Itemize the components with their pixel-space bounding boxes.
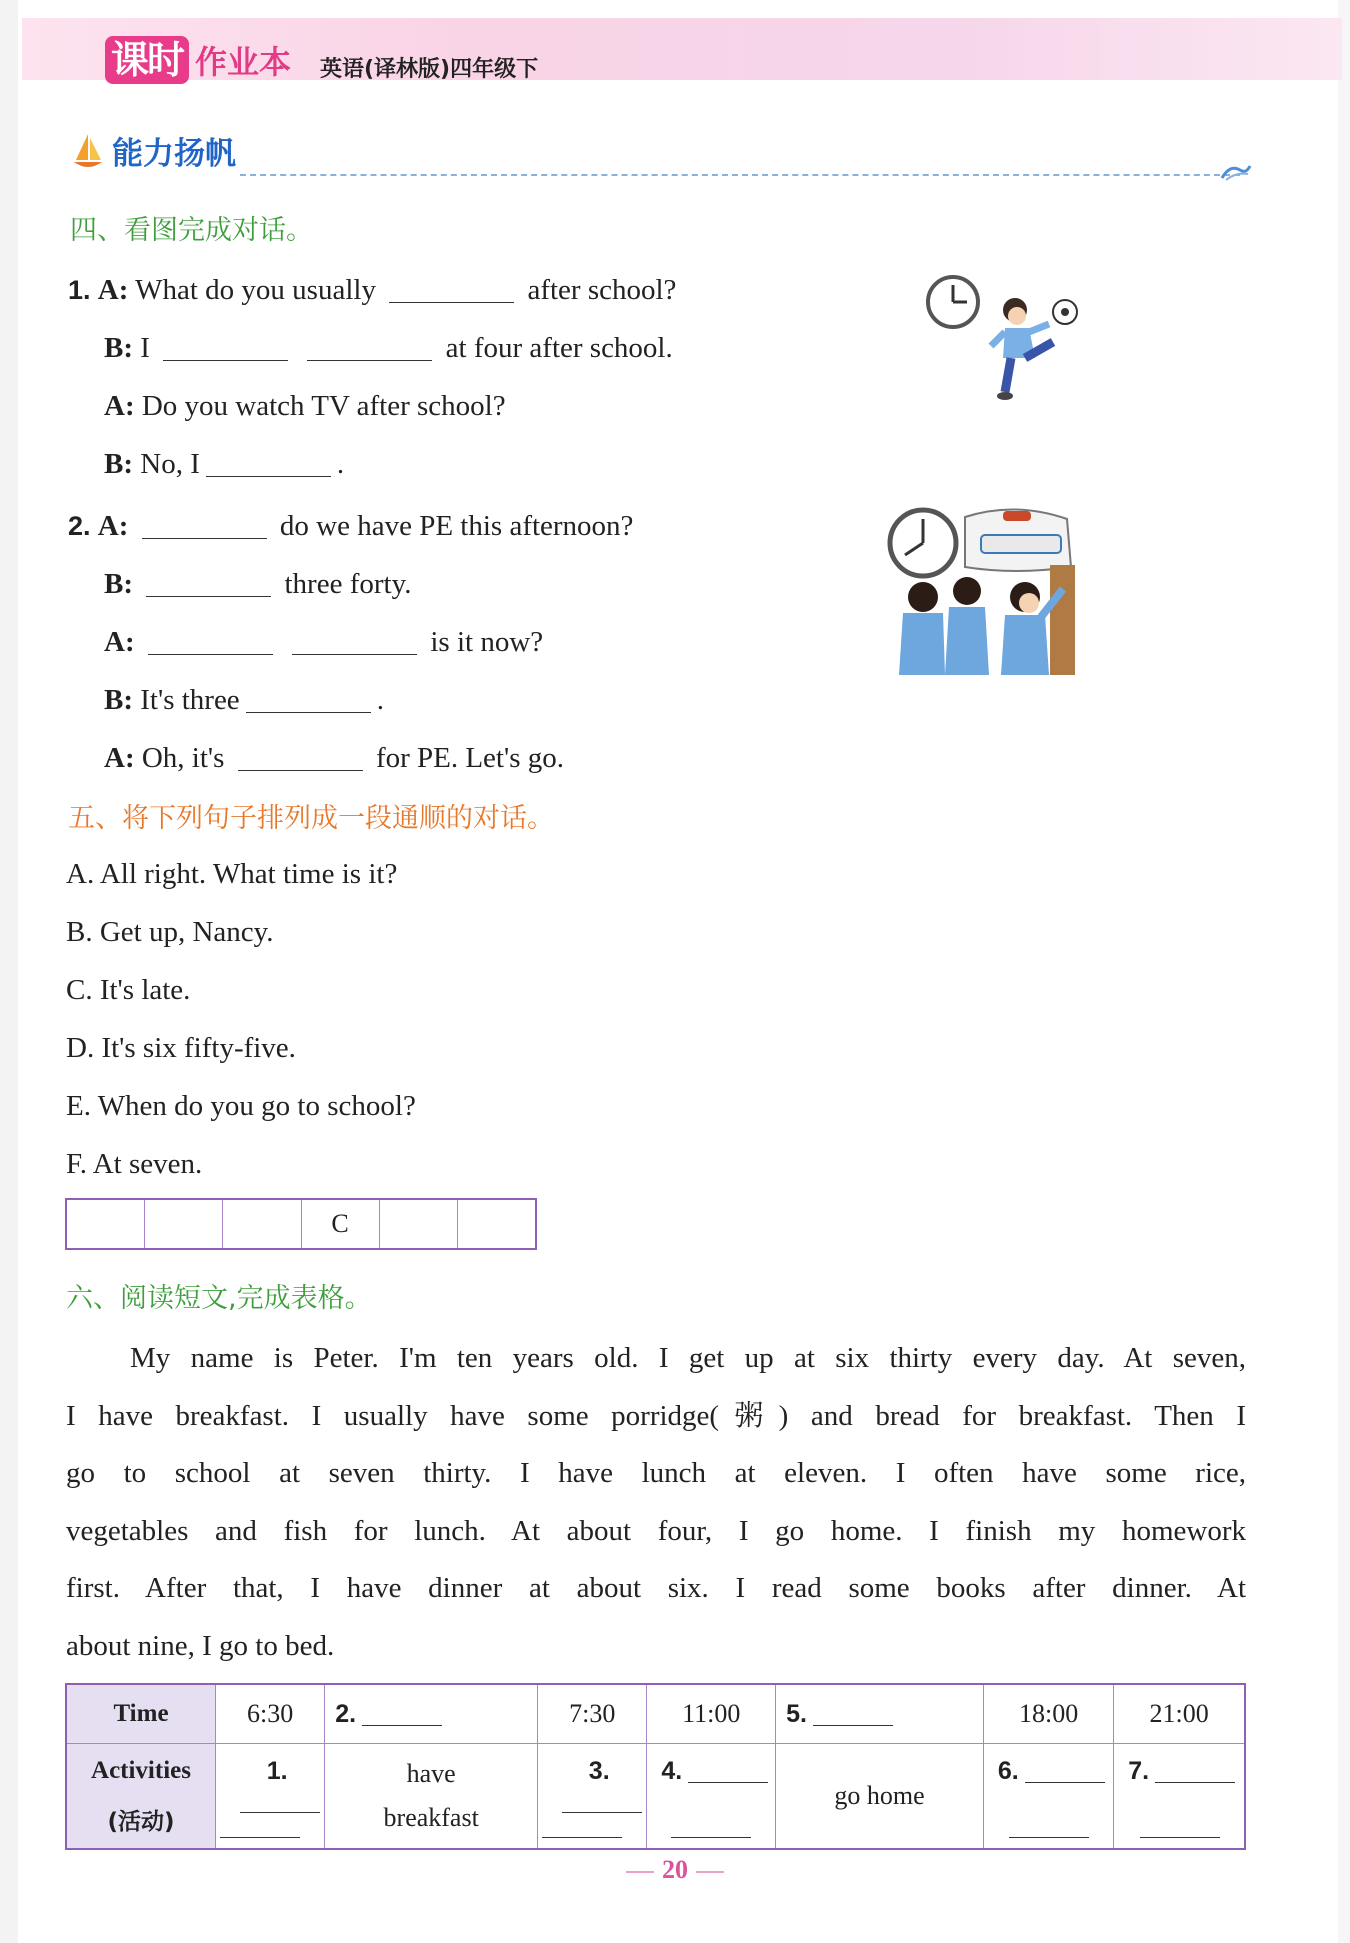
q1-line2-post: at four after school. <box>445 332 673 364</box>
part4-heading: 四、看图完成对话。 <box>70 215 313 246</box>
activities-label: Activities <box>91 1756 191 1784</box>
q2-line4-pre: It's three <box>140 684 240 716</box>
page-number <box>600 1855 750 1885</box>
order-answer-cell[interactable] <box>145 1200 223 1248</box>
q1-line2-pre: I <box>140 332 150 364</box>
time-cell: 7:30 <box>538 1684 647 1744</box>
brand-keshi: 课时 <box>105 36 189 84</box>
answer-blank[interactable] <box>307 328 432 361</box>
activities-header <box>66 1744 216 1850</box>
part5-heading: 五、将下列句子排列成一段通顺的对话。 <box>68 803 554 834</box>
part5-item-d: D. It's six fifty-five. <box>66 1032 296 1064</box>
speaker-label: B: <box>104 332 133 364</box>
passage-line: go to school at seven thirty. I have lunch at eleven. I often have some rice, <box>66 1457 1246 1490</box>
blank-number: 7. <box>1128 1757 1150 1785</box>
time-header: Time <box>66 1684 216 1744</box>
answer-blank[interactable] <box>1140 1813 1220 1838</box>
part6-heading: 六、阅读短文,完成表格。 <box>66 1283 372 1314</box>
time-cell: 11:00 <box>647 1684 776 1744</box>
q1-line1-post: after school? <box>527 274 677 306</box>
activities-label-cn: (活动) <box>107 1808 175 1835</box>
q2-line3-post: is it now? <box>430 626 544 658</box>
wave-icon <box>1220 160 1252 182</box>
activity-cell-blank[interactable] <box>647 1744 776 1850</box>
section-title: 能力扬帆 <box>112 136 236 172</box>
illustration-boy-football <box>925 272 1085 412</box>
answer-blank[interactable] <box>206 444 331 477</box>
answer-blank[interactable] <box>240 1786 320 1813</box>
q1-line1-pre: What do you usually <box>135 274 376 306</box>
page-right-edge <box>1338 0 1350 1943</box>
time-cell-blank[interactable] <box>325 1684 538 1744</box>
section-divider <box>240 174 1240 176</box>
speaker-label: B: <box>104 568 133 600</box>
order-answer-cell[interactable]: C <box>302 1200 380 1248</box>
table-row <box>66 1684 1245 1744</box>
part5-item-c: C. It's late. <box>66 974 191 1006</box>
answer-blank[interactable] <box>1155 1756 1235 1783</box>
q1-line3-text: Do you watch TV after school? <box>141 390 506 422</box>
clock-icon <box>928 277 978 327</box>
passage-line: My name is Peter. I'm ten years old. I get up at six thirty every day. At seven, <box>130 1342 1246 1374</box>
q2-line4 <box>104 680 384 720</box>
passage-line: about nine, I go to bed. <box>66 1629 335 1662</box>
q2-line4-post: . <box>376 684 384 716</box>
brand-logo <box>105 36 291 84</box>
answer-blank[interactable] <box>238 738 363 771</box>
clock-icon <box>890 510 956 576</box>
sail-icon <box>72 132 104 170</box>
page-number-dash <box>626 1871 654 1873</box>
answer-blank[interactable] <box>562 1786 642 1813</box>
order-answer-cell[interactable] <box>458 1200 535 1248</box>
speaker-label: A: <box>104 742 135 774</box>
answer-blank[interactable] <box>146 564 271 597</box>
q1-line2 <box>104 328 673 368</box>
part5-item-f: F. At seven. <box>66 1148 203 1180</box>
speaker-label: A: <box>97 274 129 306</box>
activity-cell <box>325 1744 538 1850</box>
order-answer-cell[interactable] <box>67 1200 145 1248</box>
speaker-label: A: <box>97 510 129 542</box>
passage-line: vegetables and fish for lunch. At about four, I go home. I finish my homework <box>66 1514 1246 1547</box>
activity-cell-blank[interactable] <box>538 1744 647 1850</box>
table-row <box>66 1744 1245 1850</box>
answer-blank[interactable] <box>246 680 371 713</box>
answer-blank[interactable] <box>813 1699 893 1726</box>
speaker-label: B: <box>104 684 133 716</box>
answer-blank[interactable] <box>688 1756 768 1783</box>
blank-number: 1. <box>266 1757 288 1785</box>
speaker-label: A: <box>104 390 135 422</box>
q1-number: 1. <box>68 275 91 305</box>
order-answer-cell[interactable] <box>223 1200 301 1248</box>
q2-line2-post: three forty. <box>284 568 412 600</box>
schedule-table <box>65 1683 1246 1850</box>
q1-line1 <box>68 270 676 310</box>
answer-blank[interactable] <box>542 1813 622 1838</box>
blank-number: 2. <box>335 1700 357 1728</box>
part5-item-a: A. All right. What time is it? <box>66 858 398 890</box>
passage-line: I have breakfast. I usually have some porridge(粥) and bread for breakfast. Then I <box>66 1399 1246 1432</box>
order-answer-boxes <box>65 1198 537 1250</box>
activity-cell-blank[interactable] <box>1114 1744 1245 1850</box>
answer-blank[interactable] <box>220 1813 300 1838</box>
q1-line4 <box>104 444 344 484</box>
q2-line5-pre: Oh, it's <box>141 742 225 774</box>
blank-number: 6. <box>997 1757 1019 1785</box>
book-subtitle: 英语(译林版)四年级下 <box>320 57 539 82</box>
q2-line2 <box>104 564 411 604</box>
time-cell: 21:00 <box>1114 1684 1245 1744</box>
activity-cell-blank[interactable] <box>983 1744 1113 1850</box>
speaker-label: B: <box>104 448 133 480</box>
answer-blank[interactable] <box>292 622 417 655</box>
time-cell: 18:00 <box>983 1684 1113 1744</box>
activity-cell: go home <box>776 1744 984 1850</box>
answer-blank[interactable] <box>148 622 273 655</box>
blank-number: 5. <box>786 1700 808 1728</box>
order-answer-cell[interactable] <box>380 1200 458 1248</box>
illustration-kids-clock <box>885 505 1085 675</box>
speaker-label: A: <box>104 626 135 658</box>
q2-line5 <box>104 738 564 778</box>
q1-line4-post: . <box>336 448 345 480</box>
q1-line3 <box>104 386 506 426</box>
section-banner <box>72 128 236 173</box>
activity-text: have breakfast <box>383 1759 479 1832</box>
blank-number: 3. <box>588 1757 610 1785</box>
time-cell: 6:30 <box>216 1684 325 1744</box>
answer-blank[interactable] <box>1009 1813 1089 1838</box>
blank-number: 4. <box>661 1757 683 1785</box>
activity-cell-blank[interactable] <box>216 1744 325 1850</box>
q1-line4-pre: No, I <box>140 448 200 480</box>
answer-blank[interactable] <box>1025 1756 1105 1783</box>
part5-item-b: B. Get up, Nancy. <box>66 916 274 948</box>
answer-blank[interactable] <box>142 506 267 539</box>
answer-blank[interactable] <box>362 1699 442 1726</box>
page-left-edge <box>0 0 18 1943</box>
q2-line1 <box>68 506 633 546</box>
answer-blank[interactable] <box>389 270 514 303</box>
answer-blank[interactable] <box>671 1813 751 1838</box>
answer-blank[interactable] <box>163 328 288 361</box>
reading-passage <box>66 1330 1246 1676</box>
q2-line5-post: for PE. Let's go. <box>375 742 564 774</box>
page-number-dash <box>696 1871 724 1873</box>
q2-line1-post: do we have PE this afternoon? <box>279 510 634 542</box>
part5-item-e: E. When do you go to school? <box>66 1090 416 1122</box>
time-cell-blank[interactable] <box>776 1684 984 1744</box>
passage-line: first. After that, I have dinner at about six. I read some books after dinner. At <box>66 1572 1246 1605</box>
q2-number: 2. <box>68 511 91 541</box>
q2-line3 <box>104 622 543 662</box>
brand-zuoye: 作业本 <box>195 43 292 81</box>
page-number-text: 20 <box>662 1855 688 1884</box>
